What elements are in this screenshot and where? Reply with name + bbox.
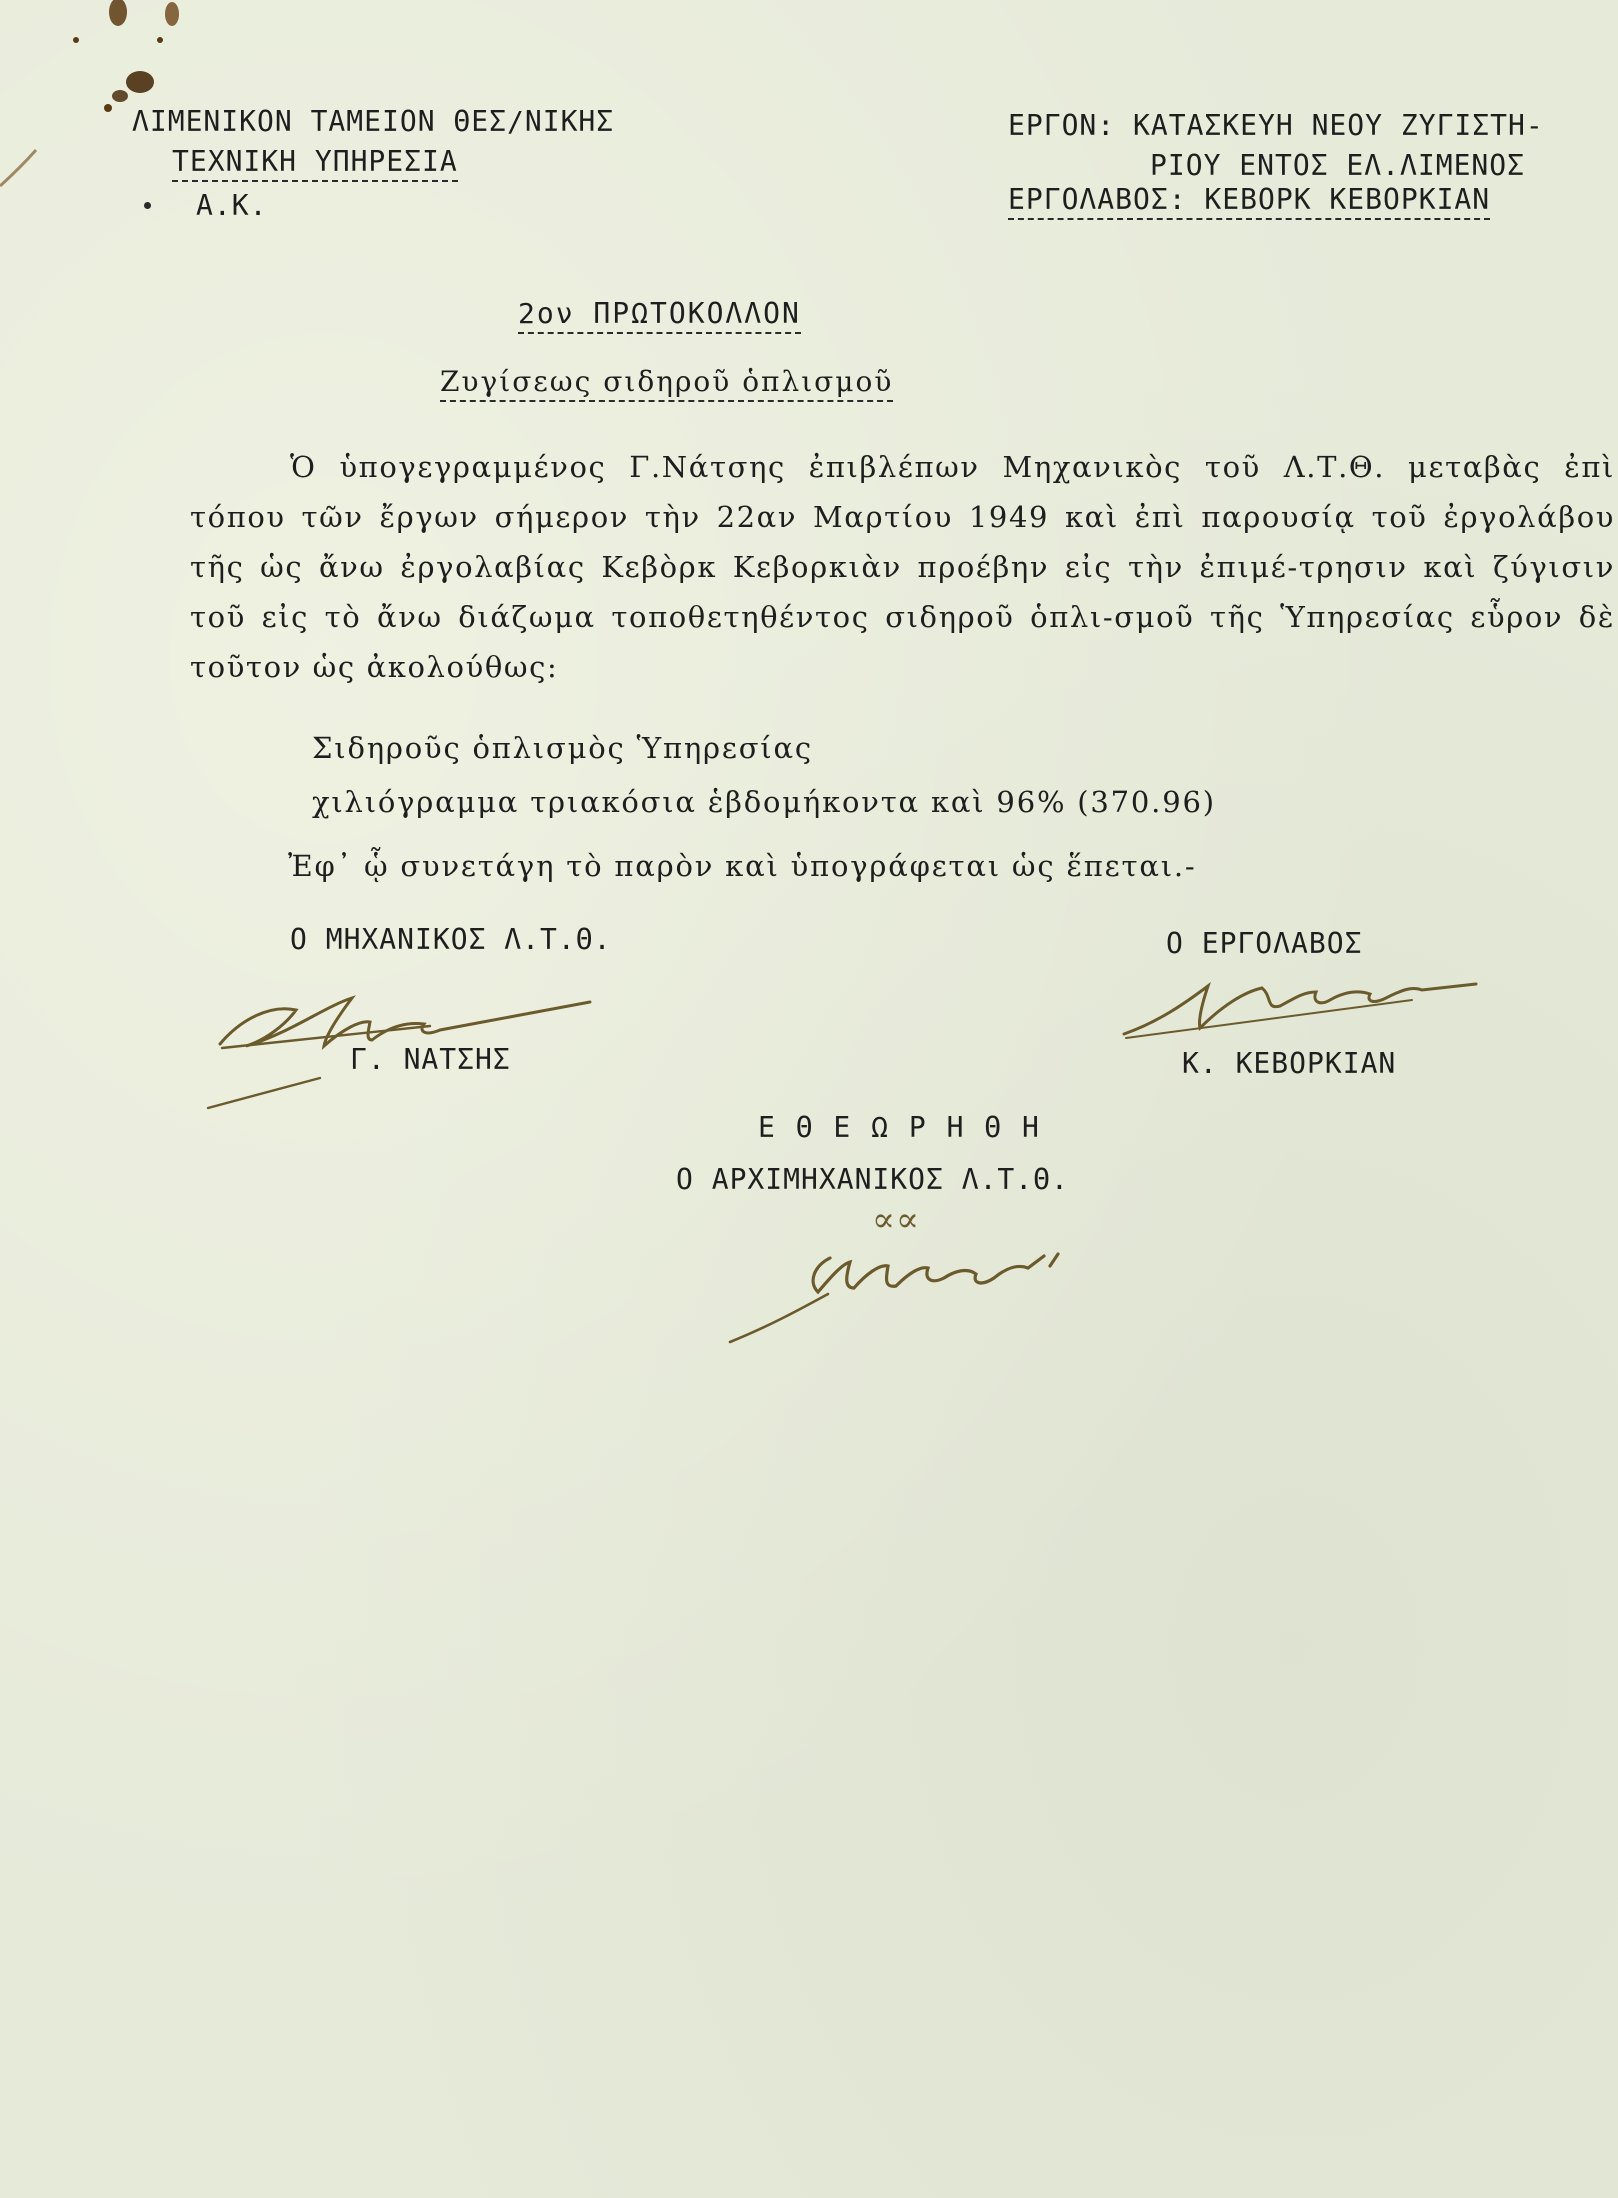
- sign-left-name: Γ. ΝΑΤΣΗΣ: [350, 1043, 511, 1076]
- sign-right-role: Ο ΕΡΓΟΛΑΒΟΣ: [1166, 927, 1363, 960]
- header-right-line1: ΕΡΓΟΝ: ΚΑΤΑΣΚΕΥΗ ΝΕΟΥ ΖΥΓΙΣΤΗ-: [1008, 109, 1544, 142]
- document-subtitle: [440, 364, 893, 400]
- header-right-line3: [1008, 182, 1490, 218]
- signature-chief-engineer: [710, 1234, 1170, 1354]
- header-left-line2: [172, 144, 458, 180]
- signature-kevorkian: [1112, 956, 1492, 1056]
- item-line-1: Σιδηροῦς ὁπλισμὸς Ὑπηρεσίας: [312, 731, 813, 765]
- header-left-line3: Α.Κ.: [196, 189, 268, 222]
- sign-right-name: Κ. ΚΕΒΟΡΚΙΑΝ: [1182, 1047, 1397, 1080]
- body-paragraph: [190, 442, 1615, 692]
- approval-line2: Ο ΑΡΧΙΜΗΧΑΝΙΚΟΣ Λ.Τ.Θ.: [676, 1163, 1069, 1196]
- header-right-line2: ΡΙΟΥ ΕΝΤΟΣ ΕΛ.ΛΙΜΕΝΟΣ: [1150, 149, 1526, 182]
- body-paragraph-text: Ὁ ὑπογεγραμμένος Γ.Νάτσης ἐπιβλέπων Μηχανικὸς τοῦ Λ.Τ.Θ. μεταβὰς ἐπὶ τόπου τῶν ἔργων σήμερον τὴν 22αν Μαρτίου 1949 καὶ ἐπὶ παρουσίᾳ τοῦ ἐργολάβου τῆς ὡς ἄνω ἐργολαβίας Κεβὸρκ Κεβορκιὰν προέβην εἰς τὴν ἐπιμέ-τρησιν καὶ ζύγισιν τοῦ εἰς τὸ ἄνω διάζωμα τοποθετηθέντος σιδηροῦ ὁπλι-σμοῦ τῆς Ὑπηρεσίας εὗρον δὲ τοῦτον ὡς ἀκολούθως:: [190, 450, 1615, 684]
- approval-line1: Ε Θ Ε Ω Ρ Η Θ Η: [758, 1111, 1041, 1144]
- sign-left-role: Ο ΜΗΧΑΝΙΚΟΣ Λ.Τ.Θ.: [290, 923, 612, 956]
- header-left-line2-text: ΤΕΧΝΙΚΗ ΥΠΗΡΕΣΙΑ: [172, 145, 458, 182]
- bullet-mark: [144, 202, 151, 209]
- header-left-line1: ΛΙΜΕΝΙΚΟΝ ΤΑΜΕΙΟΝ ΘΕΣ/ΝΙΚΗΣ: [132, 105, 615, 138]
- document-subtitle-text: Ζυγίσεως σιδηροῦ ὁπλισμοῦ: [440, 365, 893, 402]
- item-line-2: χιλιόγραμμα τριακόσια ἑβδομήκοντα καὶ 96% (370.96): [312, 785, 1216, 819]
- approval-mark: ∝∝: [872, 1200, 921, 1240]
- document-title-text: 2ον ΠΡΩΤΟΚΟΛΛΟΝ: [518, 297, 801, 334]
- signature-natsis: [200, 960, 620, 1120]
- closing-line: Ἐφ᾽ ᾧ συνετάγη τὸ παρὸν καὶ ὑπογράφεται ὡς ἕπεται.-: [288, 849, 1197, 883]
- header-right-line3-text: ΕΡΓΟΛΑΒΟΣ: ΚΕΒΟΡΚ ΚΕΒΟΡΚΙΑΝ: [1008, 183, 1490, 220]
- document-title: [518, 296, 801, 332]
